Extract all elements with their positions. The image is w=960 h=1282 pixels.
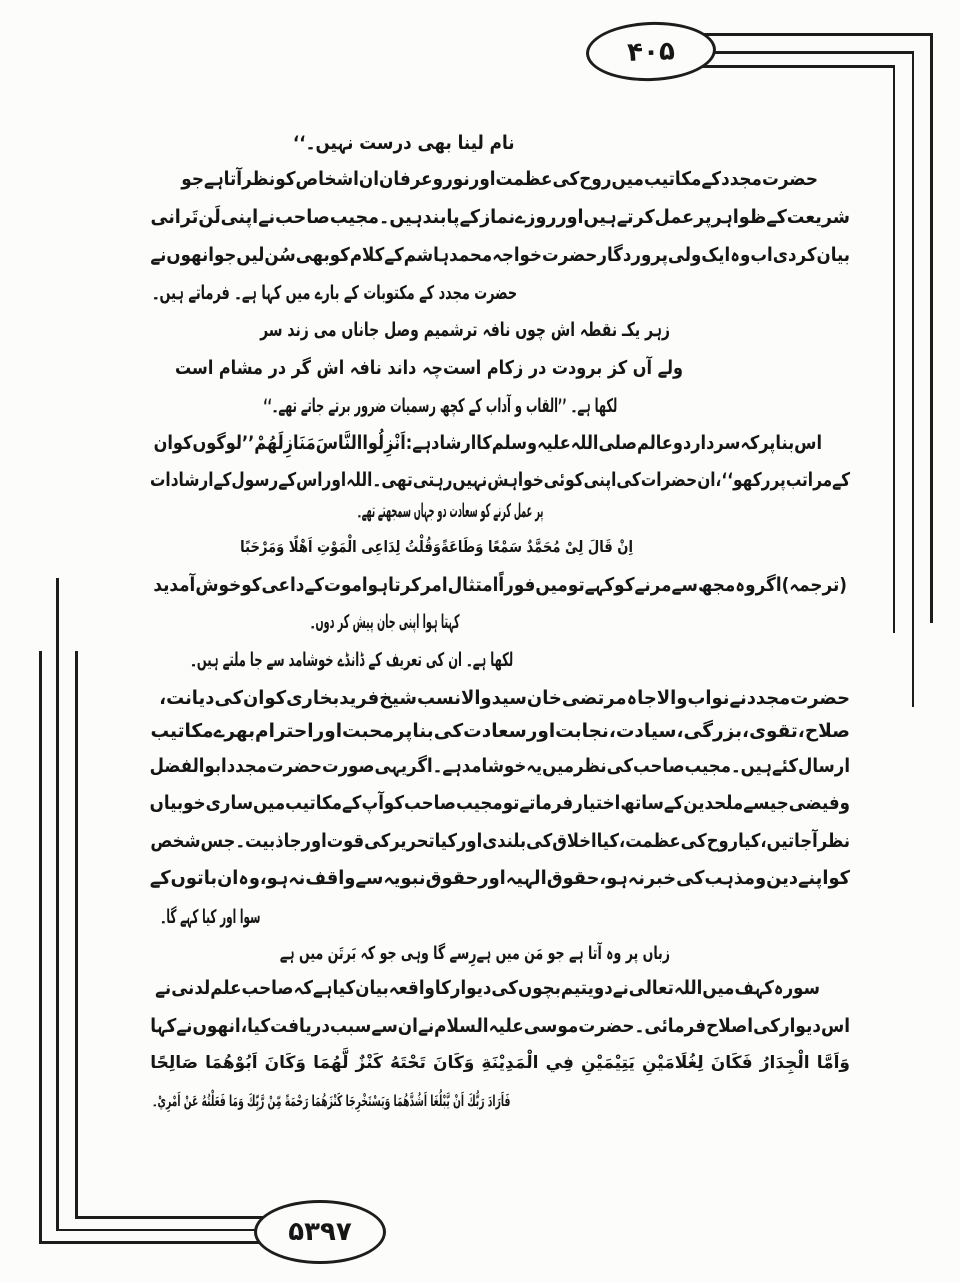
text-line: نظر آ جاتیں، کیا روح کی عظمت، کیا اخلاق کی بلندی اور کیا تحریر کی قوت اور جاذبیت۔ جس شخص <box>150 830 850 852</box>
body-text <box>150 0 850 1282</box>
text-line: صلاح، تقوی، بزرگی، سیادت، نجابت اور سعادت کی بنا پر محبت اور احترام بھرے مکاتیب <box>150 720 850 742</box>
text-line: اس دیوار کی اصلاح فرمائی۔ حضرت موسی علیہ السلام نے ان سے سبب دریافت کیا، انھوں نے کہا <box>150 1015 850 1037</box>
text-line: کو اپنے دین و مذہب کی خبر نہ ہو، حقوق الہیہ اور حقوق نبویہ سے واقف نہ ہو، وہ ان باتوں کے <box>149 867 850 889</box>
text-line: حضرت مجدد کے مکاتیب میں روح کی عظمت اور نور و عرفان ان اشخاص کو نظر آتا ہے جو <box>181 168 818 190</box>
hemistich-first: ولے آں کز برودت در زکام است <box>442 357 683 379</box>
hemistich-second: شمیم وصل جاناں می زند سر <box>260 319 464 341</box>
page-number-bottom: ۵۳۹۷ <box>288 1217 352 1247</box>
page-number-oval-bottom <box>254 1200 386 1264</box>
text-line: لکھا ہے۔ ’’القاب و آداب کے کچھ رسمیات ضرور برتے جاتے تھے۔‘‘ <box>262 395 617 417</box>
hemistich-first: زہر یکـ نقطہ اش چوں نافہ تر <box>463 319 670 341</box>
text-line: اس بنا پر کہ سردار دو عالم صلی اللہ علیہ وسلم کا ارشاد ہے: اَنْزِلُوا النَّاسَ مَنَازِلَهُمْ ’’لوگوں کو ان <box>153 432 822 454</box>
text-line: (ترجمہ) اگر وہ مجھ سے مرنے کو کہے تو میں فوراً امتثال امر کرتا ہوا موت کے داعی کو خوش آمدید <box>153 574 847 596</box>
text-line: وَاَمَّا الْجِدَارُ فَكَانَ لِغُلَامَيْنِ يَتِيْمَيْنِ فِي الْمَدِيْنَةِ وَكَانَ تَحْتَهُ كَنْزٌ لَّهُمَا وَكَانَ اَبُوْهُمَا صَالِحًا <box>150 1053 850 1073</box>
hemistich-first: زباں پر وہ آتا ہے جو مَن میں ہے <box>476 943 670 964</box>
page-number-top: ۴۰۵ <box>626 35 676 68</box>
text-line: ارسال کئے ہیں۔ مجیب صاحب کی نظر میں یہ خوشامد ہے۔ اگر یہی صورت حضرت مجدد ابوالفضل <box>149 755 850 777</box>
frame-line <box>39 651 42 1244</box>
text-line: کے مراتب پر رکھو‘‘، ان حضرات کی اپنی کوئی خواہش نہیں رہتی تھی۔ اللہ اور اس کے رسول کے ارشادات <box>150 469 850 491</box>
hemistich-second: چہ داند نافہ اش گر در مشام است <box>175 357 443 379</box>
text-line: سوا اور کیا کہے گا۔ <box>159 906 260 928</box>
text-line: فَاَرَادَ رَبُّكَ اَنْ يَّبْلُغَا اَشُدَّهُمَا وَيَسْتَخْرِجَا كَنْزَهُمَا رَحْمَةً مِّنْ رَّبِّكَ وَمَا فَعَلْتُهُ عَنْ اَمْرِيْ۔ <box>151 1092 510 1110</box>
text-line: حضرت مجدد نے نواب والا جاہ مرتضی خان سید والا نسب شیخ فرید بخاری کو ان کی دیانت، <box>159 687 850 709</box>
hemistich-second: وَقُلْتُ لِدَاعِی الْمَوْتِ اَهْلًا وَمَرْحَبًا <box>240 537 442 556</box>
hemistich-first: اِنْ قَالَ لِیْ مُحَمَّدٌ سَمْعًا وَطَاعَةً <box>441 537 633 556</box>
text-line: کہتا ہوا اپنی جان پیش کر دوں۔ <box>310 611 460 633</box>
text-line: و فیضی جیسے ملحدین کے ساتھ اختیار فرماتے تو مجیب صاحب کو آپ کے مکاتیب میں ساری خوبیاں <box>149 792 850 814</box>
text-line: نام لینا بھی درست نہیں۔‘‘ <box>293 132 515 154</box>
frame-line <box>930 33 933 623</box>
verse-line <box>175 353 683 383</box>
frame-line <box>893 65 896 633</box>
text-line: حضرت مجدد کے مکتوبات کے بارے میں کہا ہے۔ فرماتے ہیں۔ <box>151 282 517 304</box>
text-line: سورہ کہف میں اللہ تعالی نے دو یتیم بچوں کی دیوار کا واقعہ بیان کیا ہے کہ صاحب علم لدنی نے <box>155 977 820 999</box>
text-line: بیان کر دی اب وہ ایک ولی پروردگار حضرت خواجہ محمد ہاشم کے کلام کو بھی سُن لیں جو انھوں نے <box>150 244 850 266</box>
hemistich-second: رِسے گا وہی جو کہ بَرتَن میں ہے <box>279 943 477 964</box>
text-line: پر عمل کرنے کو سعادت دو جہاں سمجھتے تھے۔ <box>356 500 543 522</box>
verse-line <box>260 315 670 345</box>
text-line: شریعت کے ظواہر پر عمل کرتے ہیں اور روزے نماز کے پابند ہیں۔ مجیب صاحب نے اپنی لَن تَرانی <box>150 206 850 228</box>
frame-line <box>56 578 59 1231</box>
frame-line <box>912 51 915 707</box>
text-line: لکھا ہے۔ ان کی تعریف کے ڈانڈے خوشامد سے جا ملتے ہیں۔ <box>189 649 513 671</box>
verse-line <box>240 532 633 562</box>
frame-line <box>75 651 78 1219</box>
verse-line <box>279 939 670 969</box>
